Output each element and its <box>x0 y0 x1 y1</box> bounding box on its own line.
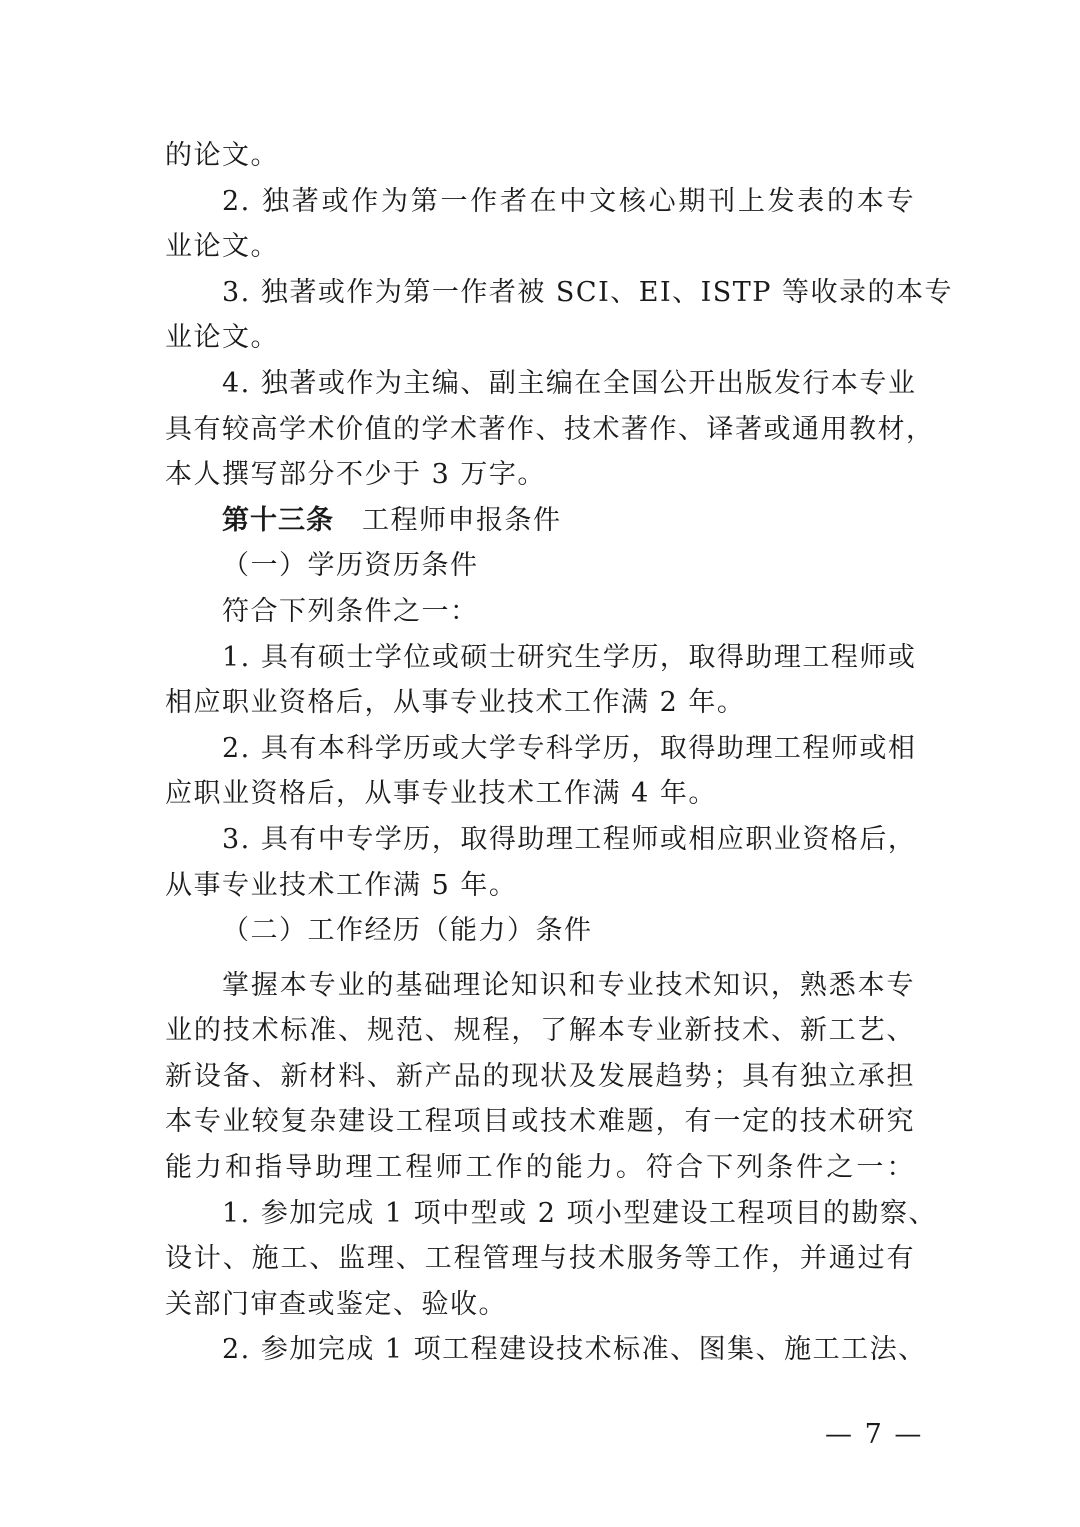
paragraph-line: 掌握本专业的基础理论知识和专业技术知识，熟悉本专 <box>222 969 915 1001</box>
paragraph-line: 能力和指导助理工程师工作的能力。符合下列条件之一： <box>165 1152 915 1184</box>
list-item-2: 2. 具有本科学历或大学专科学历，取得助理工程师或相 <box>222 732 917 764</box>
subsection-heading-education: （一）学历资历条件 <box>222 550 479 582</box>
paragraph-line: 本专业较复杂建设工程项目或技术难题，有一定的技术研究 <box>165 1106 915 1138</box>
list-item-4: 4. 独著或作为主编、副主编在全国公开出版发行本专业 <box>222 367 917 399</box>
paragraph-line: 业的技术标准、规范、规程，了解本专业新技术、新工艺、 <box>165 1015 915 1047</box>
list-item-3: 3. 独著或作为第一作者被 SCI、EI、ISTP 等收录的本专 <box>222 276 954 308</box>
paragraph-gap <box>165 954 915 963</box>
text-line: 应职业资格后，从事专业技术工作满 4 年。 <box>165 778 717 810</box>
article-title: 工程师申报条件 <box>362 504 562 536</box>
text-line: 设计、施工、监理、工程管理与技术服务等工作，并通过有 <box>165 1243 915 1275</box>
list-item-1: 1. 具有硕士学位或硕士研究生学历，取得助理工程师或 <box>222 641 917 673</box>
list-item-2: 2. 参加完成 1 项工程建设技术标准、图集、施工工法、 <box>222 1334 927 1366</box>
paragraph-line: 新设备、新材料、新产品的现状及发展趋势；具有独立承担 <box>165 1060 915 1092</box>
subsection-heading-experience: （二）工作经历（能力）条件 <box>222 915 593 947</box>
text-line: 相应职业资格后，从事专业技术工作满 2 年。 <box>165 687 746 719</box>
text-line: 关部门审查或鉴定、验收。 <box>165 1288 507 1320</box>
text-line: 业论文。 <box>165 322 279 354</box>
article-number: 第十三条 <box>222 504 334 536</box>
document-body <box>165 133 954 1373</box>
text-line: 从事专业技术工作满 5 年。 <box>165 869 518 901</box>
list-item-3: 3. 具有中专学历，取得助理工程师或相应职业资格后， <box>222 823 917 855</box>
text-line: 本人撰写部分不少于 3 万字。 <box>165 459 546 491</box>
text-line: 的论文。 <box>165 140 279 171</box>
page-number: — 7 — <box>825 1419 924 1450</box>
text-line: 具有较高学术价值的学术著作、技术著作、译著或通用教材， <box>165 413 935 445</box>
text-line: 业论文。 <box>165 231 279 263</box>
list-item-2: 2. 独著或作为第一作者在中文核心期刊上发表的本专 <box>222 185 915 217</box>
text-line: 符合下列条件之一： <box>222 595 479 627</box>
list-item-1: 1. 参加完成 1 项中型或 2 项小型建设工程项目的勘察、 <box>222 1197 938 1229</box>
article-heading <box>165 498 915 544</box>
